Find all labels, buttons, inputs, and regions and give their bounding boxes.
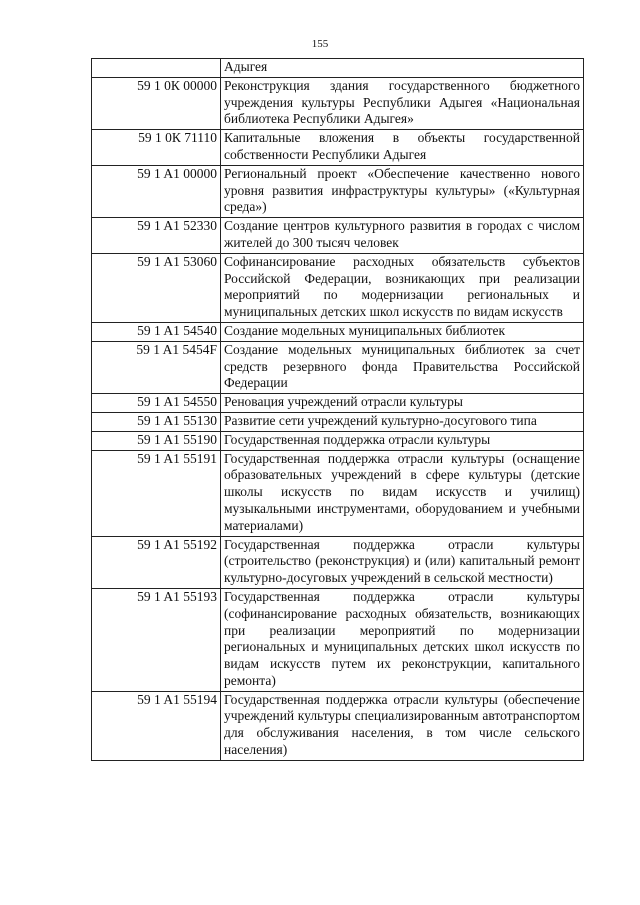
row-code: 59 1 A1 54540 (92, 322, 221, 341)
table-row (92, 394, 584, 413)
table-row (92, 450, 584, 536)
row-description: Государственная поддержка отрасли культуры (оснащение образовательных учреждений в сфере культуры (детские школы искусств по видам искусств и училищ) музыкальными инструментами, оборудованием и учебными материалами) (221, 450, 584, 536)
row-code: 59 1 A1 55190 (92, 431, 221, 450)
row-code (92, 59, 221, 78)
row-code: 59 1 0К 00000 (92, 77, 221, 129)
row-code: 59 1 A1 5454F (92, 341, 221, 393)
row-description: Создание модельных муниципальных библиотек за счет средств резервного фонда Правительства Российской Федерации (221, 341, 584, 393)
table-row (92, 322, 584, 341)
row-description: Реконструкция здания государственного бюджетного учреждения культуры Республики Адыгея «Национальная библиотека Республики Адыгея» (221, 77, 584, 129)
row-code: 59 1 A1 55194 (92, 691, 221, 760)
row-description: Создание модельных муниципальных библиотек (221, 322, 584, 341)
table-row (92, 536, 584, 588)
table-row (92, 431, 584, 450)
row-code: 59 1 A1 55130 (92, 412, 221, 431)
table-row (92, 253, 584, 322)
table-row (92, 218, 584, 254)
row-code: 59 1 A1 55193 (92, 588, 221, 691)
row-description: Софинансирование расходных обязательств субъектов Российской Федерации, возникающих при реализации мероприятий по модернизации региональных и муниципальных детских школ искусств по видам искусств (221, 253, 584, 322)
table-body (92, 59, 584, 761)
row-description: Государственная поддержка отрасли культуры (строительство (реконструкция) и (или) капитальный ремонт культурно-досуговых учреждений в сельской местности) (221, 536, 584, 588)
row-code: 59 1 A1 54550 (92, 394, 221, 413)
row-code: 59 1 A1 55192 (92, 536, 221, 588)
table-row (92, 130, 584, 166)
row-description: Развитие сети учреждений культурно-досугового типа (221, 412, 584, 431)
row-description: Региональный проект «Обеспечение качественно нового уровня развития инфраструктуры культуры» («Культурная среда») (221, 165, 584, 217)
row-code: 59 1 0К 71110 (92, 130, 221, 166)
row-code: 59 1 A1 00000 (92, 165, 221, 217)
row-description: Государственная поддержка отрасли культуры (софинансирование расходных обязательств, возникающих при реализации мероприятий по модернизации региональных и муниципальных детских школ искусств по видам искусств путем их реконструкции, капитального ремонта) (221, 588, 584, 691)
row-description: Государственная поддержка отрасли культуры (221, 431, 584, 450)
row-code: 59 1 A1 53060 (92, 253, 221, 322)
table-row (92, 59, 584, 78)
row-description: Государственная поддержка отрасли культуры (обеспечение учреждений культуры специализированным автотранспортом для обслуживания населения, в том числе сельского населения) (221, 691, 584, 760)
row-code: 59 1 A1 55191 (92, 450, 221, 536)
row-code: 59 1 A1 52330 (92, 218, 221, 254)
table-row (92, 588, 584, 691)
table-row (92, 165, 584, 217)
table-row (92, 77, 584, 129)
table-row (92, 691, 584, 760)
table-row (92, 341, 584, 393)
page-number: 155 (311, 38, 329, 50)
row-description: Капитальные вложения в объекты государственной собственности Республики Адыгея (221, 130, 584, 166)
row-description: Создание центров культурного развития в городах с числом жителей до 300 тысяч человек (221, 218, 584, 254)
row-description: Реновация учреждений отрасли культуры (221, 394, 584, 413)
table-row (92, 412, 584, 431)
row-description: Адыгея (221, 59, 584, 78)
budget-code-table (91, 58, 584, 761)
